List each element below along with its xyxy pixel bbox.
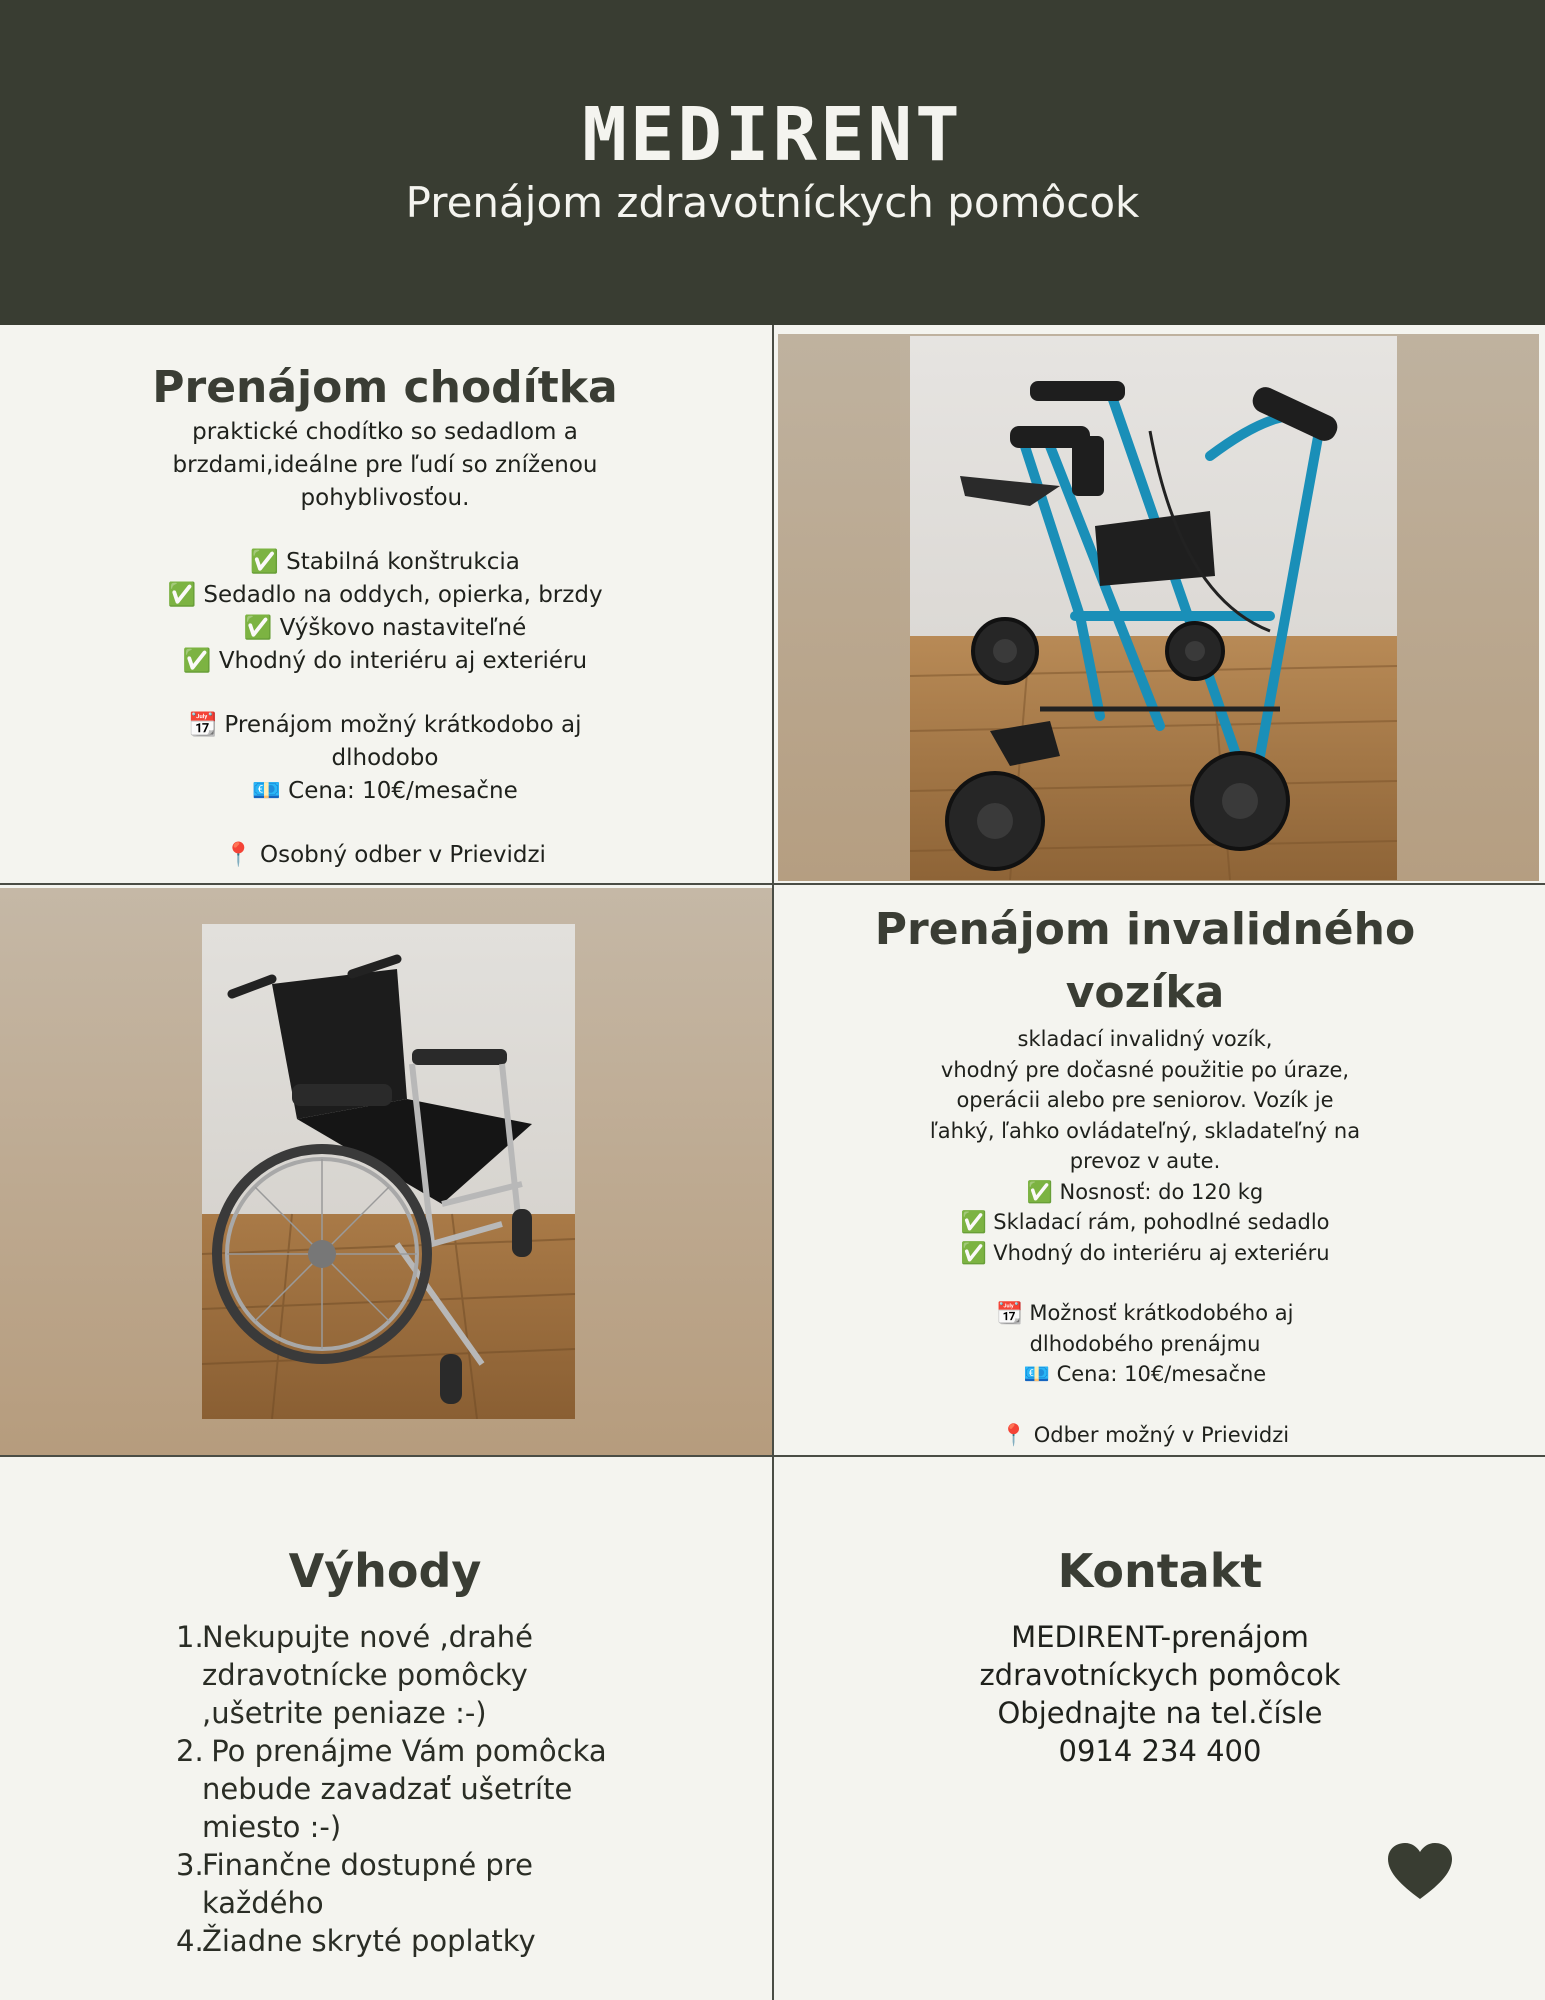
walker-desc-line: pohyblivosťou. bbox=[300, 485, 470, 511]
benefits-list bbox=[176, 1618, 736, 1960]
walker-rental: 📆 Prenájom možný krátkodobo aj bbox=[188, 712, 582, 738]
list-item: 2. Po prenájme Vám pomôcka nebude zavadzať ušetríte miesto :-) bbox=[176, 1734, 607, 1844]
walker-panel bbox=[20, 360, 750, 872]
heart-icon bbox=[1388, 1843, 1452, 1901]
wheelchair-pickup: 📍 Odber možný v Prievidzi bbox=[1000, 1422, 1290, 1447]
divider bbox=[772, 325, 774, 2000]
wheelchair-desc-line: vhodný pre dočasné použitie po úraze, bbox=[940, 1057, 1350, 1082]
walker-price: 💶 Cena: 10€/mesačne bbox=[252, 778, 518, 804]
wheelchair-panel bbox=[790, 898, 1500, 1450]
list-item: 1. Nekupujte nové ,drahé zdravotnícke pomôcky ,ušetrite peniaze :-) bbox=[176, 1620, 533, 1730]
walker-feature: ✅ Výškovo nastaviteľné bbox=[243, 615, 527, 641]
header-banner bbox=[0, 0, 1545, 325]
contact-panel bbox=[800, 1540, 1520, 1770]
contact-line: MEDIRENT-prenájom bbox=[1011, 1620, 1309, 1654]
benefits-title: Výhody bbox=[288, 1544, 482, 1598]
brand-logo: MEDIRENT bbox=[582, 92, 963, 178]
wheelchair-desc-line: skladací invalidný vozík, bbox=[1017, 1027, 1273, 1051]
wheelchair-desc-line: prevoz v aute. bbox=[1069, 1149, 1221, 1173]
contact-line: zdravotníckych pomôcok bbox=[979, 1658, 1341, 1692]
walker-desc-line: brzdami,ideálne pre ľudí so zníženou bbox=[172, 452, 598, 478]
walker-rental: dlhodobo bbox=[331, 745, 439, 771]
wheelchair-desc-line: ľahký, ľahko ovládateľný, skladateľný na bbox=[929, 1118, 1361, 1143]
wheelchair-price: 💶 Cena: 10€/mesačne bbox=[1023, 1362, 1267, 1386]
walker-title: Prenájom chodítka bbox=[152, 362, 618, 413]
wheelchair-rental: 📆 Možnosť krátkodobého aj bbox=[996, 1301, 1294, 1325]
wheelchair-desc-line: operácii alebo pre seniorov. Vozík je bbox=[956, 1088, 1334, 1112]
wheelchair-photo bbox=[202, 924, 575, 1419]
list-item: 3. Finančne dostupné pre každého bbox=[176, 1848, 533, 1920]
walker-feature: ✅ Stabilná konštrukcia bbox=[250, 549, 520, 575]
contact-line: Objednajte na tel.čísle bbox=[997, 1696, 1323, 1730]
wheelchair-title: Prenájom invalidného vozíka bbox=[874, 904, 1416, 1018]
wheelchair-feature: ✅ Vhodný do interiéru aj exteriéru bbox=[960, 1240, 1330, 1265]
wheelchair-feature: ✅ Skladací rám, pohodlné sedadlo bbox=[960, 1210, 1330, 1234]
list-item: 4. Žiadne skryté poplatky bbox=[176, 1924, 536, 1958]
phone-number[interactable]: 0914 234 400 bbox=[1058, 1734, 1262, 1768]
rollator-walker-photo bbox=[910, 336, 1397, 880]
wheelchair-feature: ✅ Nosnosť: do 120 kg bbox=[1026, 1179, 1264, 1204]
walker-feature: ✅ Sedadlo na oddych, opierka, brzdy bbox=[167, 582, 603, 608]
brand-tagline: Prenájom zdravotníckych pomôcok bbox=[405, 178, 1140, 227]
wheelchair-rental: dlhodobého prenájmu bbox=[1029, 1331, 1261, 1356]
walker-desc-line: praktické chodítko so sedadlom a bbox=[192, 419, 578, 445]
contact-title: Kontakt bbox=[1057, 1544, 1263, 1598]
walker-feature: ✅ Vhodný do interiéru aj exteriéru bbox=[182, 648, 588, 674]
walker-pickup: 📍 Osobný odber v Prievidzi bbox=[224, 842, 546, 868]
benefits-panel bbox=[20, 1540, 750, 1602]
